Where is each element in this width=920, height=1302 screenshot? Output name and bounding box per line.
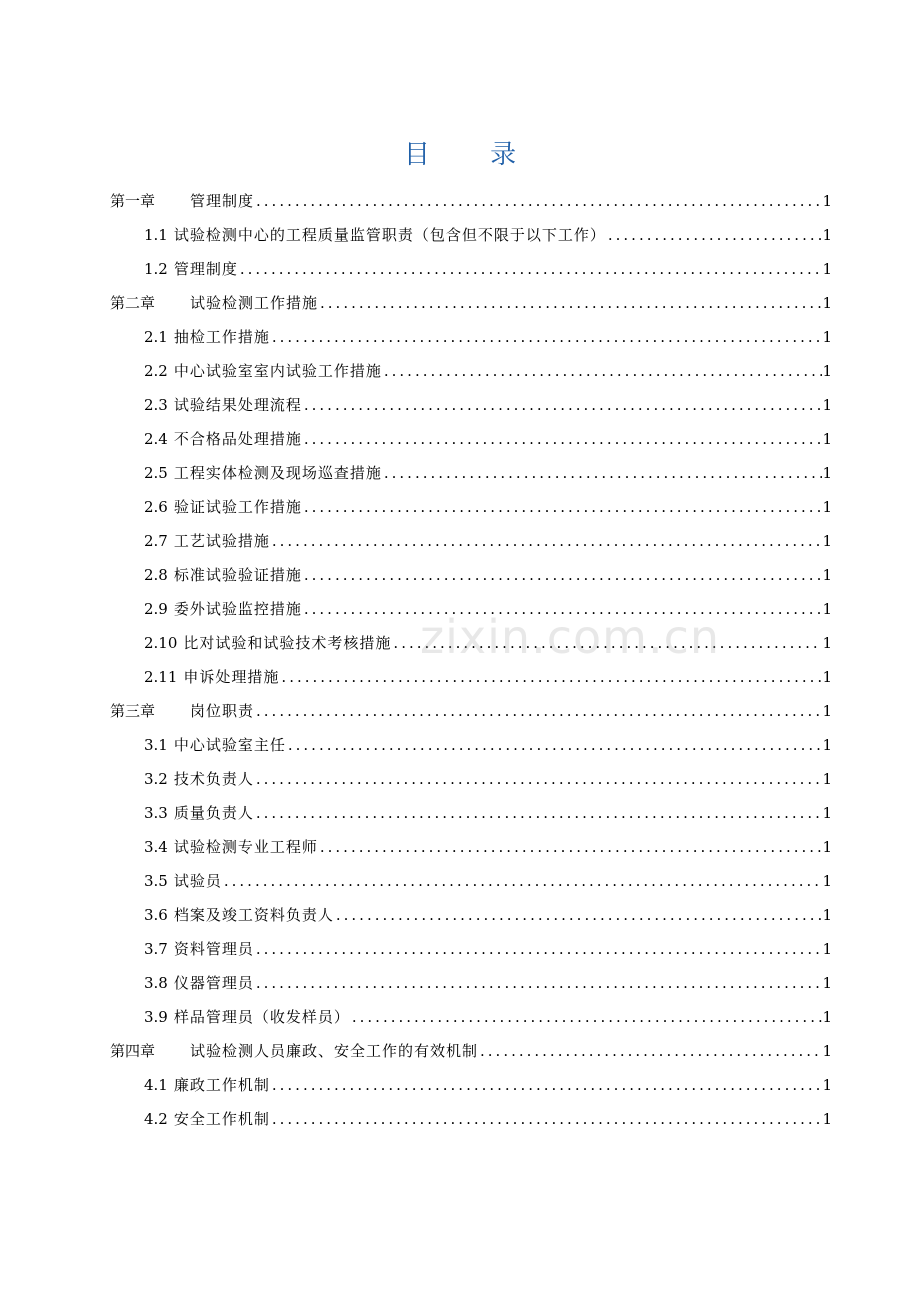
toc-entry-page: 1 [822,362,832,380]
toc-section-entry[interactable] [110,320,832,354]
toc-title: 目 录 [403,140,543,170]
toc-dot-leader [254,184,822,218]
toc-section-entry[interactable] [110,422,832,456]
toc-entry-page: 1 [822,1076,832,1094]
toc-entry-title: 试验检测中心的工程质量监管职责（包含但不限于以下工作） [173,226,606,244]
toc-entry-number: 4.2 [144,1110,168,1128]
toc-entry-title: 样品管理员（收发样员） [173,1008,350,1026]
toc-chapter-entry[interactable] [110,1034,832,1068]
toc-entry-page: 1 [822,430,832,448]
toc-section-entry[interactable] [110,660,832,694]
toc-entry-page: 1 [822,226,832,244]
toc-entry-number: 2.10 [144,634,178,652]
toc-entry-title: 申诉处理措施 [183,668,280,686]
toc-dot-leader [318,830,822,864]
toc-chapter-entry[interactable] [110,694,832,728]
toc-section-entry[interactable] [110,456,832,490]
toc-entry-title: 验证试验工作措施 [173,498,302,516]
toc-entry-page: 1 [822,838,832,856]
toc-entry-title: 工程实体检测及现场巡查措施 [173,464,382,482]
toc-entry-number: 2.5 [144,464,168,482]
toc-entry-title: 试验检测工作措施 [190,294,319,312]
toc-entry-page: 1 [822,566,832,584]
toc-entry-page: 1 [822,328,832,346]
toc-dot-leader [254,762,822,796]
toc-dot-leader [606,218,822,252]
toc-entry-title: 质量负责人 [173,804,254,822]
toc-section-entry[interactable] [110,728,832,762]
toc-entry-page: 1 [822,804,832,822]
toc-section-entry[interactable] [110,524,832,558]
toc-entry-number: 3.5 [144,872,168,890]
toc-entry-title: 试验检测专业工程师 [173,838,318,856]
toc-entry-title: 中心试验室室内试验工作措施 [173,362,382,380]
toc-dot-leader [302,490,822,524]
toc-dot-leader [238,252,822,286]
toc-section-entry[interactable] [110,762,832,796]
toc-dot-leader [302,422,822,456]
toc-entry-page: 1 [822,770,832,788]
toc-section-entry[interactable] [110,932,832,966]
toc-dot-leader [270,1068,822,1102]
toc-entry-number: 4.1 [144,1076,168,1094]
toc-entry-number: 1.2 [144,260,168,278]
toc-entry-number: 2.11 [144,668,178,686]
toc-entry-title: 工艺试验措施 [173,532,270,550]
toc-entry-number: 2.1 [144,328,168,346]
toc-dot-leader [270,524,822,558]
toc-section-entry[interactable] [110,830,832,864]
toc-dot-leader [279,660,822,694]
toc-entry-number: 1.1 [144,226,168,244]
toc-entry-page: 1 [822,702,832,720]
toc-section-entry[interactable] [110,966,832,1000]
toc-dot-leader [302,558,822,592]
toc-entry-page: 1 [822,294,832,312]
toc-section-entry[interactable] [110,388,832,422]
toc-entry-page: 1 [822,260,832,278]
toc-entry-page: 1 [822,532,832,550]
toc-chapter-entry[interactable] [110,286,832,320]
toc-dot-leader [382,456,822,490]
toc-entry-page: 1 [822,192,832,210]
watermark: zixin.com.cn [420,610,721,664]
toc-entry-title: 资料管理员 [173,940,254,958]
toc-entry-page: 1 [822,600,832,618]
toc-entry-number: 3.8 [144,974,168,992]
toc-entry-page: 1 [822,1110,832,1128]
toc-entry-number: 第四章 [110,1042,156,1060]
toc-entry-number: 3.4 [144,838,168,856]
toc-entry-page: 1 [822,634,832,652]
toc-entry-title: 试验结果处理流程 [173,396,302,414]
toc-section-entry[interactable] [110,490,832,524]
toc-entry-title: 中心试验室主任 [173,736,286,754]
toc-dot-leader [302,388,822,422]
toc-entry-title: 试验检测人员廉政、安全工作的有效机制 [190,1042,479,1060]
toc-section-entry[interactable] [110,1000,832,1034]
toc-entry-title: 试验员 [173,872,222,890]
toc-entry-number: 3.9 [144,1008,168,1026]
toc-entry-title: 安全工作机制 [173,1110,270,1128]
toc-entry-page: 1 [822,668,832,686]
toc-dot-leader [350,1000,822,1034]
toc-entry-page: 1 [822,872,832,890]
toc-dot-leader [478,1034,822,1068]
toc-section-entry[interactable] [110,898,832,932]
toc-entry-number: 2.3 [144,396,168,414]
toc-entry-page: 1 [822,1042,832,1060]
toc-dot-leader [318,286,822,320]
toc-entry-title: 管理制度 [190,192,255,210]
toc-dot-leader [254,796,822,830]
toc-entry-number: 第二章 [110,294,156,312]
toc-entry-number: 2.9 [144,600,168,618]
toc-entry-page: 1 [822,940,832,958]
toc-dot-leader [254,966,822,1000]
toc-entry-number: 3.7 [144,940,168,958]
toc-entry-title: 委外试验监控措施 [173,600,302,618]
toc-dot-leader [286,728,822,762]
toc-entry-title: 抽检工作措施 [173,328,270,346]
toc-entry-number: 2.6 [144,498,168,516]
toc-entry-title: 不合格品处理措施 [173,430,302,448]
toc-entry-title: 档案及竣工资料负责人 [173,906,334,924]
toc-entry-number: 2.8 [144,566,168,584]
toc-entry-number: 2.7 [144,532,168,550]
toc-entry-page: 1 [822,464,832,482]
toc-entry-title: 管理制度 [173,260,238,278]
toc-section-entry[interactable] [110,558,832,592]
toc-entry-number: 3.6 [144,906,168,924]
toc-dot-leader [254,694,822,728]
toc-entry-page: 1 [822,906,832,924]
toc-entry-page: 1 [822,736,832,754]
toc-section-entry[interactable] [110,218,832,252]
toc-entry-title: 仪器管理员 [173,974,254,992]
toc-entry-page: 1 [822,396,832,414]
toc-dot-leader [270,1102,822,1136]
toc-entry-number: 2.4 [144,430,168,448]
toc-entry-number: 第三章 [110,702,156,720]
toc-section-entry[interactable] [110,252,832,286]
toc-entry-title: 标准试验验证措施 [173,566,302,584]
toc-dot-leader [254,932,822,966]
toc-chapter-entry[interactable] [110,184,832,218]
toc-entry-title: 廉政工作机制 [173,1076,270,1094]
toc-dot-leader [334,898,822,932]
toc-dot-leader [222,864,822,898]
toc-entry-title: 比对试验和试验技术考核措施 [183,634,392,652]
toc-section-entry[interactable] [110,864,832,898]
toc-entry-number: 3.1 [144,736,168,754]
toc-entry-number: 3.3 [144,804,168,822]
toc-section-entry[interactable] [110,354,832,388]
toc-dot-leader [270,320,822,354]
toc-section-entry[interactable] [110,1102,832,1136]
toc-section-entry[interactable] [110,1068,832,1102]
toc-entry-title: 技术负责人 [173,770,254,788]
toc-entry-page: 1 [822,974,832,992]
toc-entry-number: 第一章 [110,192,156,210]
toc-section-entry[interactable] [110,796,832,830]
toc-entry-page: 1 [822,498,832,516]
toc-entry-page: 1 [822,1008,832,1026]
toc-entry-number: 3.2 [144,770,168,788]
toc-dot-leader [382,354,822,388]
toc-entry-title: 岗位职责 [190,702,255,720]
toc-entry-number: 2.2 [144,362,168,380]
